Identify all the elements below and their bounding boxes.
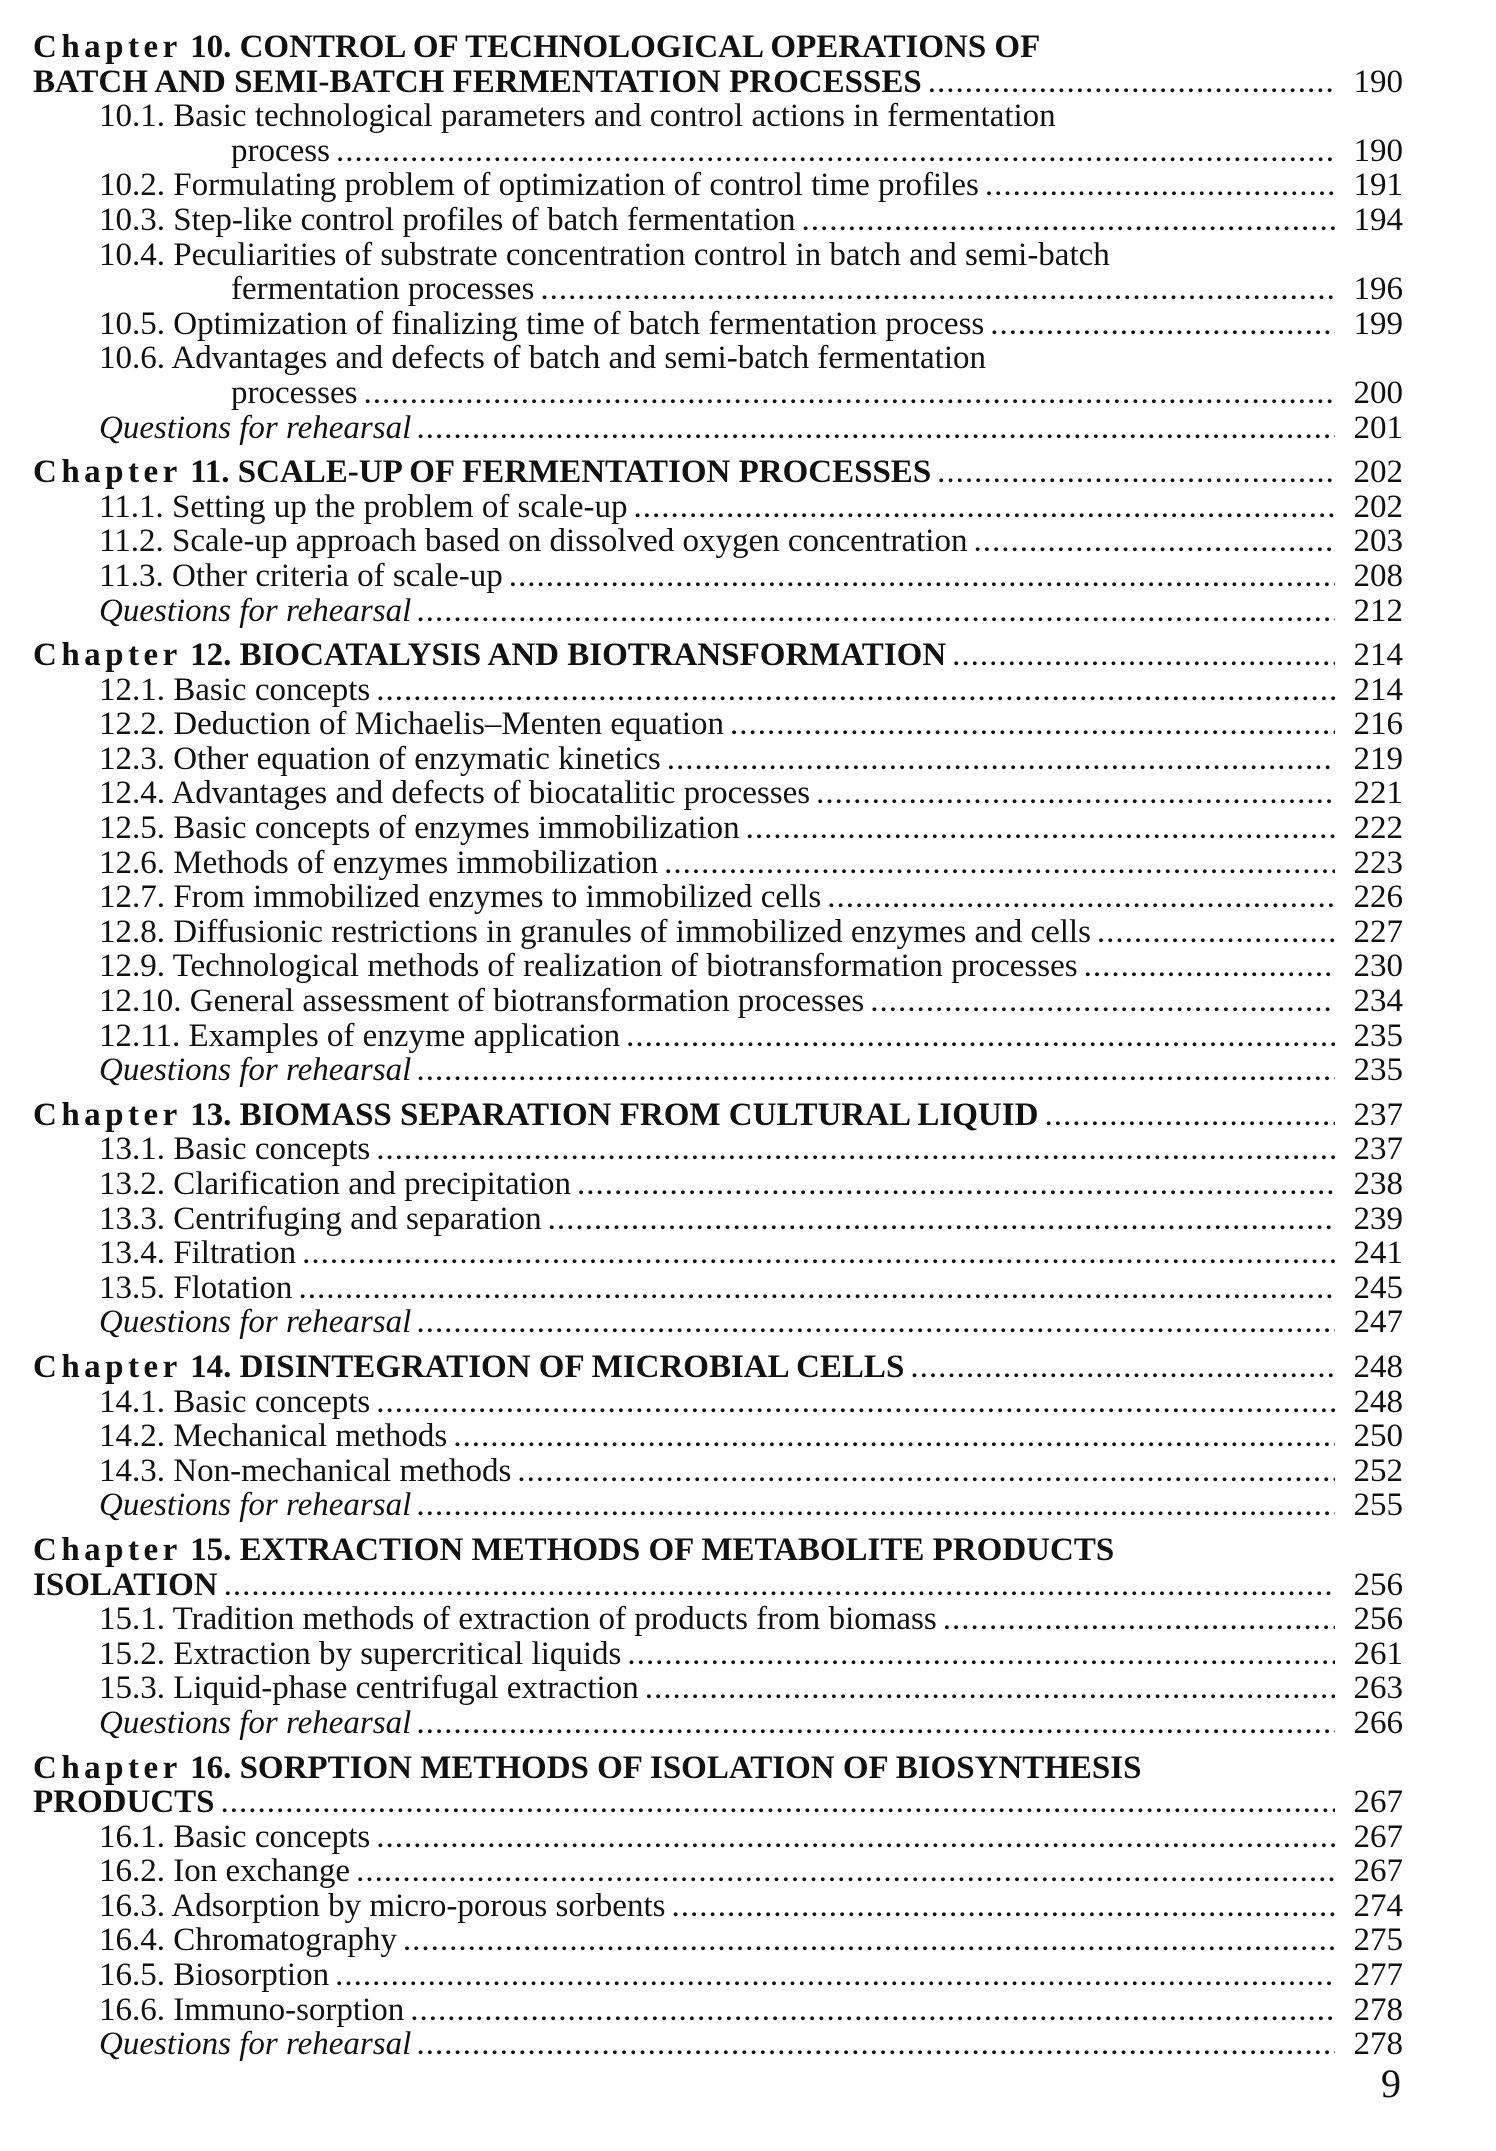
- dot-leader: [417, 2027, 1335, 2062]
- dot-leader: [910, 1350, 1335, 1385]
- section-title: 15.2. Extraction by supercritical liquids: [99, 1635, 622, 1672]
- chapter-word: Chapter: [33, 454, 182, 491]
- chapter-heading: [33, 30, 1403, 99]
- questions-entry: [33, 411, 1403, 446]
- section-row: [99, 307, 1403, 342]
- section-entry: [33, 1236, 1403, 1271]
- dot-leader: [540, 272, 1335, 307]
- chapter-word: Chapter: [33, 1531, 182, 1568]
- chapter-heading: [33, 1350, 1403, 1385]
- section-entry: [33, 915, 1403, 950]
- chapter-title-line-1: [33, 1098, 1403, 1133]
- questions-label: Questions for rehearsal: [99, 409, 412, 446]
- section-entry: [33, 524, 1403, 559]
- section-page: 241: [1353, 1235, 1403, 1272]
- section-title: 10.4. Peculiarities of substrate concentration control in batch and semi-batch: [99, 236, 1110, 273]
- questions-entry: [33, 1305, 1403, 1340]
- chapter-page: 214: [1353, 637, 1403, 674]
- section-page: 238: [1353, 1166, 1403, 1202]
- section-title: 14.2. Mechanical methods: [99, 1418, 448, 1455]
- questions-row: [99, 1305, 1403, 1340]
- section-page: 237: [1353, 1131, 1403, 1168]
- dot-leader: [801, 203, 1335, 238]
- questions-page: 247: [1353, 1304, 1403, 1341]
- section-row: [99, 168, 1403, 203]
- dot-leader: [577, 1167, 1335, 1202]
- section-page: 277: [1353, 1957, 1403, 1994]
- chapter-title-line-2: [33, 1785, 1403, 1820]
- section-entry: [33, 203, 1403, 238]
- dot-leader: [221, 1785, 1335, 1820]
- section-entry: [33, 1671, 1403, 1706]
- section-page: 267: [1353, 1853, 1403, 1890]
- chapter-title-line-1: [33, 1350, 1403, 1385]
- dot-leader: [363, 376, 1335, 411]
- questions-label: Questions for rehearsal: [99, 1704, 412, 1741]
- section-entry: [33, 1637, 1403, 1672]
- dot-leader: [937, 455, 1335, 490]
- section-entry: [33, 1419, 1403, 1454]
- section-title: 13.1. Basic concepts: [99, 1131, 371, 1168]
- section-entry: [33, 984, 1403, 1019]
- section-page: 203: [1353, 523, 1403, 560]
- section-entry: [33, 238, 1403, 307]
- section-row: [99, 1923, 1403, 1958]
- section-title-cont: process: [231, 132, 330, 169]
- section-page: 248: [1353, 1383, 1403, 1420]
- section-entry: [33, 1019, 1403, 1054]
- section-entry: [33, 99, 1403, 168]
- section-entry: [33, 1993, 1403, 2028]
- section-page: 235: [1353, 1017, 1403, 1054]
- table-of-contents: [33, 30, 1403, 2062]
- dot-leader: [517, 1454, 1335, 1489]
- dot-leader: [376, 1820, 1335, 1855]
- section-page: 239: [1353, 1200, 1403, 1237]
- section-page: 267: [1353, 1818, 1403, 1855]
- chapter-number: 12.: [190, 637, 232, 674]
- dot-leader: [928, 65, 1335, 100]
- section-entry: [33, 1854, 1403, 1889]
- dot-leader: [645, 1671, 1335, 1706]
- section-title: 12.1. Basic concepts: [99, 671, 371, 708]
- section-title: 16.1. Basic concepts: [99, 1818, 371, 1855]
- dot-leader: [627, 1637, 1335, 1672]
- chapter-title-cont: ISOLATION: [33, 1566, 218, 1603]
- section-page: 274: [1353, 1887, 1403, 1924]
- questions-label: Questions for rehearsal: [99, 1052, 412, 1089]
- section-row: [99, 915, 1403, 950]
- section-entry: [33, 490, 1403, 525]
- dot-leader: [298, 1271, 1335, 1306]
- dot-leader: [453, 1419, 1335, 1454]
- section-title: 14.3. Non-mechanical methods: [99, 1452, 512, 1489]
- section-page: 216: [1353, 706, 1403, 743]
- section-entry: [33, 811, 1403, 846]
- chapter-page: 190: [1353, 63, 1403, 100]
- section-page: 222: [1353, 810, 1403, 847]
- section-title: 12.8. Diffusionic restrictions in granules of immobilized enzymes and cells: [99, 913, 1091, 950]
- section-title: 12.2. Deduction of Michaelis–Menten equation: [99, 706, 725, 743]
- section-page: 245: [1353, 1269, 1403, 1306]
- chapter-word: Chapter: [33, 1749, 182, 1786]
- section-title: 10.6. Advantages and defects of batch and semi-batch fermentation: [99, 340, 987, 377]
- section-title: 11.2. Scale-up approach based on dissolved oxygen concentration: [99, 523, 968, 560]
- dot-leader: [952, 638, 1335, 673]
- dot-leader: [302, 1236, 1335, 1271]
- chapter-number: 15.: [190, 1531, 232, 1568]
- questions-row: [99, 1706, 1403, 1741]
- section-title: 12.9. Technological methods of realization of biotransformation processes: [99, 948, 1078, 985]
- questions-label: Questions for rehearsal: [99, 1487, 412, 1524]
- dot-leader: [417, 594, 1335, 629]
- dot-leader: [335, 1958, 1335, 1993]
- dot-leader: [410, 1993, 1335, 2028]
- questions-row: [99, 2027, 1403, 2062]
- dot-leader: [746, 811, 1335, 846]
- section-title: 13.2. Clarification and precipitation: [99, 1166, 571, 1202]
- chapter-heading: [33, 1533, 1403, 1602]
- section-entry: [33, 673, 1403, 708]
- chapter-title-line-1: [33, 1751, 1403, 1786]
- section-row: [99, 1167, 1403, 1202]
- section-page: 219: [1353, 740, 1403, 777]
- chapter-number: 14.: [190, 1348, 232, 1385]
- section-row: [99, 1889, 1403, 1924]
- section-title: 12.4. Advantages and defects of biocatalitic processes: [99, 775, 811, 812]
- section-row: [99, 1271, 1403, 1306]
- section-page: 250: [1353, 1418, 1403, 1455]
- section-row: [99, 673, 1403, 708]
- chapter-page: 237: [1353, 1096, 1403, 1133]
- questions-page: 255: [1353, 1487, 1403, 1524]
- section-title: 15.1. Tradition methods of extraction of products from biomass: [99, 1601, 937, 1638]
- section-row: [99, 1385, 1403, 1420]
- chapter-word: Chapter: [33, 29, 182, 65]
- section-row: [99, 1454, 1403, 1489]
- chapter-title-line-2: [33, 65, 1403, 100]
- section-title: 10.1. Basic technological parameters and control actions in fermentation: [99, 98, 1056, 135]
- section-row: [99, 1202, 1403, 1237]
- chapter-title: BIOCATALYSIS AND BIOTRANSFORMATION: [239, 637, 947, 674]
- questions-page: 212: [1353, 592, 1403, 629]
- dot-leader: [509, 559, 1335, 594]
- chapter-word: Chapter: [33, 1096, 182, 1133]
- section-row: [99, 811, 1403, 846]
- section-page: 256: [1353, 1601, 1403, 1638]
- dot-leader: [224, 1568, 1335, 1603]
- section-title: 12.10. General assessment of biotransformation processes: [99, 983, 865, 1020]
- section-row: [99, 490, 1403, 525]
- section-page: 223: [1353, 844, 1403, 881]
- section-entry: [33, 1132, 1403, 1167]
- chapter-label: [33, 455, 931, 490]
- section-title: 15.3. Liquid-phase centrifugal extraction: [99, 1670, 639, 1707]
- section-page: 194: [1353, 201, 1403, 238]
- section-entry: [33, 1958, 1403, 1993]
- dot-leader: [990, 307, 1335, 342]
- chapter-title-cont: BATCH AND SEMI-BATCH FERMENTATION PROCESSES: [33, 63, 922, 100]
- chapter-page: 248: [1353, 1348, 1403, 1385]
- chapter-label: [33, 638, 946, 673]
- section-row: [99, 846, 1403, 881]
- dot-leader: [1084, 949, 1335, 984]
- questions-label: Questions for rehearsal: [99, 2026, 412, 2063]
- section-title: 16.5. Biosorption: [99, 1957, 330, 1994]
- dot-leader: [336, 134, 1335, 169]
- chapter-title-line-1: [33, 455, 1403, 490]
- section-row: [99, 742, 1403, 777]
- section-entry: [33, 1923, 1403, 1958]
- section-title: 12.3. Other equation of enzymatic kinetics: [99, 740, 661, 777]
- section-entry: [33, 1820, 1403, 1855]
- questions-row: [99, 1053, 1403, 1088]
- chapter-number: 11.: [190, 454, 230, 491]
- dot-leader: [1097, 915, 1335, 950]
- section-page: 261: [1353, 1635, 1403, 1672]
- section-title: 14.1. Basic concepts: [99, 1383, 371, 1420]
- chapter-label: [33, 1350, 904, 1385]
- section-entry: [33, 1454, 1403, 1489]
- section-row: [99, 707, 1403, 742]
- section-page: 263: [1353, 1670, 1403, 1707]
- section-title: 10.2. Formulating problem of optimization of control time profiles: [99, 167, 979, 204]
- chapter-title: SCALE-UP OF FERMENTATION PROCESSES: [237, 454, 932, 491]
- chapter-title: DISINTEGRATION OF MICROBIAL CELLS: [239, 1348, 905, 1385]
- dot-leader: [943, 1602, 1335, 1637]
- chapter-page: 202: [1353, 454, 1403, 491]
- chapter-word: Chapter: [33, 637, 182, 674]
- section-page: 234: [1353, 983, 1403, 1020]
- dot-leader: [376, 1132, 1335, 1167]
- section-entry: [33, 1271, 1403, 1306]
- section-page: 208: [1353, 557, 1403, 594]
- dot-leader: [816, 776, 1335, 811]
- dot-leader: [417, 411, 1335, 446]
- section-page: 202: [1353, 488, 1403, 525]
- chapter-title-line-1: [33, 638, 1403, 673]
- section-row: [99, 203, 1403, 238]
- section-entry: [33, 707, 1403, 742]
- dot-leader: [634, 490, 1336, 525]
- chapter-page: 256: [1353, 1566, 1403, 1603]
- section-title-cont: processes: [231, 374, 358, 411]
- section-title-cont-row: [99, 134, 1403, 169]
- section-title-cont-row: [99, 272, 1403, 307]
- section-entry: [33, 776, 1403, 811]
- section-entry: [33, 1602, 1403, 1637]
- section-entry: [33, 949, 1403, 984]
- section-title: 16.4. Chromatography: [99, 1922, 397, 1959]
- dot-leader: [730, 707, 1335, 742]
- section-page: 200: [1353, 374, 1403, 411]
- section-entry: [33, 168, 1403, 203]
- section-row: [99, 949, 1403, 984]
- section-row: [99, 1602, 1403, 1637]
- section-title: 13.5. Flotation: [99, 1269, 293, 1306]
- chapter-label: [33, 1098, 1038, 1133]
- questions-row: [99, 1488, 1403, 1523]
- section-row: [99, 984, 1403, 1019]
- chapter-title-line-1: [33, 1533, 1403, 1568]
- chapter-word: Chapter: [33, 1348, 182, 1385]
- section-row: [99, 524, 1403, 559]
- dot-leader: [376, 673, 1335, 708]
- chapter-heading: [33, 1098, 1403, 1133]
- section-entry: [33, 341, 1403, 410]
- chapter-heading: [33, 1751, 1403, 1820]
- dot-leader: [671, 1889, 1335, 1924]
- dot-leader: [376, 1385, 1335, 1420]
- dot-leader: [1044, 1098, 1335, 1133]
- chapter-heading: [33, 455, 1403, 490]
- section-page: 278: [1353, 1991, 1403, 2028]
- dot-leader: [356, 1854, 1335, 1889]
- chapter-number: 16.: [190, 1749, 232, 1786]
- section-row: [99, 1993, 1403, 2028]
- section-entry: [33, 559, 1403, 594]
- section-entry: [33, 307, 1403, 342]
- dot-leader: [973, 524, 1335, 559]
- section-title: 10.5. Optimization of finalizing time of batch fermentation process: [99, 305, 985, 342]
- section-title: 12.5. Basic concepts of enzymes immobilization: [99, 810, 740, 847]
- dot-leader: [417, 1706, 1335, 1741]
- section-row: [99, 1958, 1403, 1993]
- chapter-title-line-1: [33, 30, 1403, 65]
- section-row: [99, 1671, 1403, 1706]
- section-entry: [33, 1202, 1403, 1237]
- section-row: [99, 1132, 1403, 1167]
- dot-leader: [870, 984, 1335, 1019]
- dot-leader: [626, 1019, 1335, 1054]
- section-row: [99, 1820, 1403, 1855]
- section-page: 252: [1353, 1452, 1403, 1489]
- section-row: [99, 776, 1403, 811]
- dot-leader: [985, 168, 1335, 203]
- section-page: 199: [1353, 305, 1403, 342]
- section-entry: [33, 846, 1403, 881]
- questions-page: 266: [1353, 1704, 1403, 1741]
- section-title: 10.3. Step-like control profiles of batch fermentation: [99, 201, 796, 238]
- chapter-page: 267: [1353, 1784, 1403, 1821]
- questions-label: Questions for rehearsal: [99, 592, 412, 629]
- section-title-cont-row: [99, 376, 1403, 411]
- section-title-cont: fermentation processes: [231, 271, 535, 308]
- section-title: 12.7. From immobilized enzymes to immobilized cells: [99, 879, 822, 916]
- chapter-number: 10.: [190, 29, 232, 65]
- section-row: [99, 559, 1403, 594]
- dot-leader: [417, 1305, 1335, 1340]
- chapter-title: CONTROL OF TECHNOLOGICAL OPERATIONS OF: [239, 29, 1041, 65]
- questions-entry: [33, 594, 1403, 629]
- chapter-title-line-2: [33, 1568, 1403, 1603]
- section-title: 13.4. Filtration: [99, 1235, 297, 1272]
- section-row: [99, 1236, 1403, 1271]
- dot-leader: [417, 1488, 1335, 1523]
- questions-row: [99, 411, 1403, 446]
- section-page: 227: [1353, 913, 1403, 950]
- dot-leader: [403, 1923, 1335, 1958]
- questions-page: 201: [1353, 409, 1403, 446]
- section-title: 16.6. Immuno-sorption: [99, 1991, 405, 2028]
- chapter-title-cont: PRODUCTS: [33, 1784, 215, 1821]
- section-row: [99, 1854, 1403, 1889]
- chapter-number: 13.: [190, 1096, 232, 1133]
- chapter-title: EXTRACTION METHODS OF METABOLITE PRODUCTS: [239, 1531, 1115, 1568]
- section-title: 16.2. Ion exchange: [99, 1853, 351, 1890]
- section-entry: [33, 1167, 1403, 1202]
- questions-row: [99, 594, 1403, 629]
- questions-label: Questions for rehearsal: [99, 1304, 412, 1341]
- section-page: 191: [1353, 167, 1403, 204]
- section-title: 16.3. Adsorption by micro-porous sorbents: [99, 1887, 666, 1924]
- section-page: 196: [1353, 271, 1403, 308]
- section-page: 221: [1353, 775, 1403, 812]
- questions-page: 235: [1353, 1052, 1403, 1089]
- section-page: 230: [1353, 948, 1403, 985]
- section-row: [99, 1637, 1403, 1672]
- section-entry: [33, 880, 1403, 915]
- section-entry: [33, 1385, 1403, 1420]
- section-title: 12.11. Examples of enzyme application: [99, 1017, 621, 1054]
- section-title: 13.3. Centrifuging and separation: [99, 1200, 542, 1237]
- chapter-title: SORPTION METHODS OF ISOLATION OF BIOSYNTHESIS: [239, 1749, 1142, 1786]
- dot-leader: [827, 880, 1335, 915]
- section-title: 11.3. Other criteria of scale-up: [99, 557, 503, 594]
- section-row: [99, 880, 1403, 915]
- questions-entry: [33, 1706, 1403, 1741]
- section-row: [99, 1419, 1403, 1454]
- dot-leader: [548, 1202, 1335, 1237]
- section-title: 12.6. Methods of enzymes immobilization: [99, 844, 659, 881]
- chapter-title: BIOMASS SEPARATION FROM CULTURAL LIQUID: [239, 1096, 1039, 1133]
- questions-page: 278: [1353, 2026, 1403, 2063]
- section-page: 214: [1353, 671, 1403, 708]
- dot-leader: [664, 846, 1335, 881]
- dot-leader: [667, 742, 1335, 777]
- section-entry: [33, 742, 1403, 777]
- questions-entry: [33, 2027, 1403, 2062]
- section-page: 226: [1353, 879, 1403, 916]
- chapter-heading: [33, 638, 1403, 673]
- dot-leader: [417, 1053, 1335, 1088]
- questions-entry: [33, 1488, 1403, 1523]
- section-entry: [33, 1889, 1403, 1924]
- section-row: [99, 1019, 1403, 1054]
- section-page: 275: [1353, 1922, 1403, 1959]
- page-number: 9: [1381, 2061, 1401, 2106]
- section-title: 11.1. Setting up the problem of scale-up: [99, 488, 628, 525]
- section-page: 190: [1353, 132, 1403, 169]
- questions-entry: [33, 1053, 1403, 1088]
